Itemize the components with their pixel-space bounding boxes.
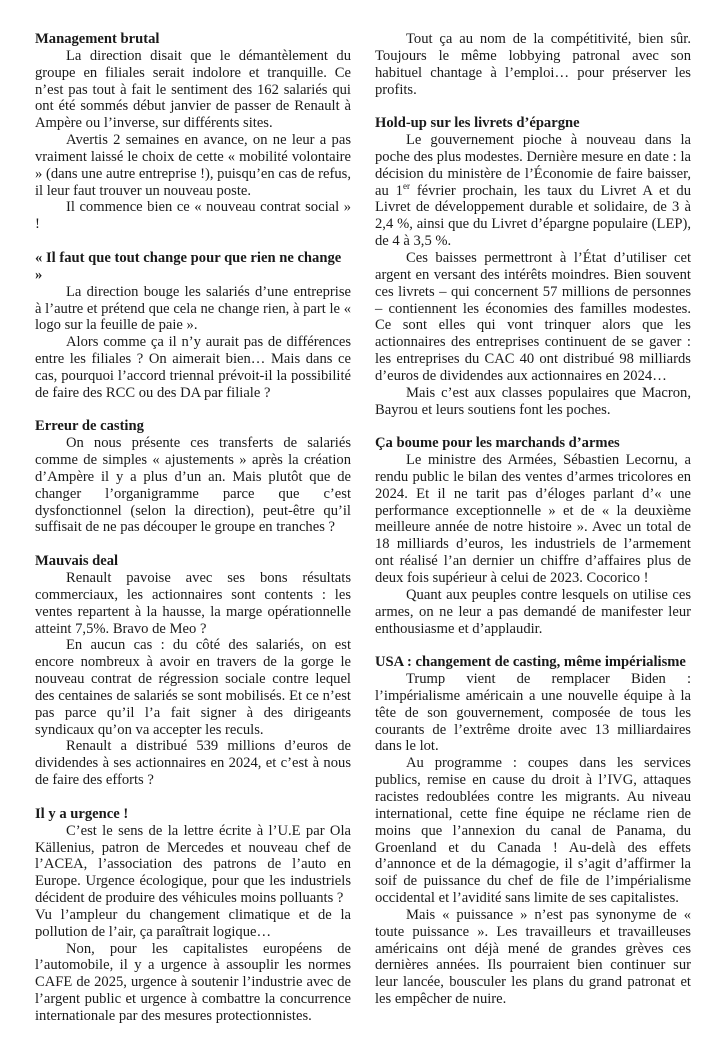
text-segment: Le gouvernement pioche à nouveau dans la poche des plus modestes. Dernière mesure en date : la décision du ministère de l’Économie de faire baisser, au 1	[375, 132, 691, 199]
article-title: Ça boume pour les marchands d’armes	[375, 435, 620, 452]
article-paragraph: Au programme : coupes dans les services publics, remise en cause du droit à l’IVG, attaques racistes redoublées contre les migrants. Au niveau international, cette fine équipe ne réclame rien de moins que l’annexion du canal de Panama, du Groenland et du Canada ! Au-delà des effets d’annonce et de la démagogie, il s’agit d’affirmer la soif de puissance du chef de file de l’impérialisme occidental et l’avidité sans limite de ses capitalistes.	[375, 755, 691, 907]
article-paragraph: Tout ça au nom de la compétitivité, bien sûr. Toujours le même lobbying patronal avec son habituel chantage à l’emploi… pour préserver les profits.	[375, 31, 691, 98]
text-segment: février prochain, les taux du Livret A et du Livret de développement durable et solidaire, de 3 à 2,4 %, ainsi que du Livret d’épargne populaire (LEP), de 4 à 3,5 %.	[375, 182, 691, 250]
article-paragraph: On nous présente ces transferts de salariés comme de simples « ajustements » après la création d’Ampère il y a plus d’un an. Mais plutôt que de changer l’organigramme parce que c’est dysfonctionnel (selon la direction), peut-être qu’il suffisait de ne pas découper le groupe en tranches ?	[35, 435, 351, 536]
article-title: « Il faut que tout change pour que rien ne change »	[35, 249, 342, 283]
article-paragraph: Renault pavoise avec ses bons résultats commerciaux, les actionnaires sont contents : les ventes repartent à la hausse, la marge opérationnelle atteint 7,5%. Bravo de Meo ?	[35, 570, 351, 637]
article-il-y-a-urgence	[35, 806, 351, 1025]
article-paragraph	[375, 132, 691, 250]
article-marchands-armes	[375, 435, 691, 637]
left-column	[35, 31, 351, 1042]
article-paragraph: En aucun cas : du côté des salariés, on est encore nombreux à avoir en travers de la gorge le nouveau contrat de régression sociale contre lequel des centaines de salariés se sont mobilisés. Et ce n’est pas parce qu’il l’a fait signer à des dirigeants syndicaux qu’on va accepter les reculs.	[35, 637, 351, 738]
article-paragraph: Renault a distribué 539 millions d’euros de dividendes à ses actionnaires en 2024, et c’est à nous de faire des efforts ?	[35, 738, 351, 789]
article-mauvais-deal	[35, 553, 351, 789]
article-continuation	[375, 31, 691, 98]
article-paragraph: Quant aux peuples contre lesquels on utilise ces armes, on ne leur a pas demandé de manifester leur enthousiasme et d’applaudir.	[375, 586, 691, 637]
article-title: Erreur de casting	[35, 418, 144, 435]
article-title: USA : changement de casting, même impérialisme	[375, 654, 686, 671]
article-erreur-de-casting	[35, 418, 351, 536]
article-paragraph: Mais c’est aux classes populaires que Macron, Bayrou et leurs soutiens font les poches.	[375, 384, 691, 418]
article-title: Management brutal	[35, 31, 160, 47]
article-paragraph: Ces baisses permettront à l’État d’utiliser cet argent en versant des intérêts moindres. Bien souvent ces livrets – qui concernent 57 millions de personnes – contiennent les économies des familles modestes. Ce sont elles qui vont trinquer alors que les actionnaires des entreprises continuent de se gaver : les entreprises du CAC 40 ont distribué 98 milliards d’euros de dividendes aux actionnaires en 2024…	[375, 249, 691, 384]
article-paragraph: La direction bouge les salariés d’une entreprise à l’autre et prétend que cela ne change rien, à part le « logo sur la feuille de paie ».	[35, 283, 351, 334]
article-management-brutal	[35, 31, 351, 233]
article-paragraph: Le ministre des Armées, Sébastien Lecornu, a rendu public le bilan des ventes d’armes tricolores en 2024. Et il ne tarit pas d’éloges parlant d’« une performance exceptionnelle » et de « la deuxième meilleure année de notre histoire ». Avec un total de 18 milliards d’euros, les industriels de l’armement ont réalisé l’an dernier un chiffre d’affaires plus de deux fois supérieur à celui de 2023. Cocorico !	[375, 452, 691, 586]
article-title: Il y a urgence !	[35, 805, 129, 822]
article-paragraph: La direction disait que le démantèlement du groupe en filiales serait indolore et tranquille. Ce n’est pas tout à fait le sentiment des 162 salariés qui ont été sommés début janvier de passer de Renault à Ampère ou l’inverse, sur différents sites.	[35, 47, 351, 132]
article-paragraph: Mais « puissance » n’est pas synonyme de « toute puissance ». Les travailleurs et travailleuses américains ont déjà mené de grandes grèves ces dernières années. Ils pourraient bien continuer sur leur lancée, bousculer les plans du grand patronat et les empêcher de nuire.	[375, 906, 691, 1008]
article-title: Hold-up sur les livrets d’épargne	[375, 115, 580, 132]
article-title: Mauvais deal	[35, 553, 119, 570]
superscript: er	[402, 180, 410, 191]
article-tout-change	[35, 250, 351, 402]
right-column	[375, 31, 691, 1025]
article-paragraph: Il commence bien ce « nouveau contrat social » !	[35, 199, 351, 233]
article-paragraph: Alors comme ça il n’y aurait pas de différences entre les filiales ? On aimerait bien… Mais dans ce cas, pourquoi l’accord triennal prévoit-il la possibilité de faire des RCC ou des DA par filiale ?	[35, 334, 351, 401]
article-paragraph: Avertis 2 semaines en avance, on ne leur a pas vraiment laissé le choix de cette « mobilité volontaire » (dans une autre entreprise !), puisqu’en cas de refus, il leur faut trouver un nouveau poste.	[35, 132, 351, 199]
article-usa-imperialisme	[375, 654, 691, 1008]
article-paragraph: Trump vient de remplacer Biden : l’impérialisme américain a une nouvelle équipe à la tête de son gouvernement, composée de tous les courants de l’extrême droite avec 13 milliardaires dans le lot.	[375, 671, 691, 755]
article-paragraph: Non, pour les capitalistes européens de l’automobile, il y a urgence à assouplir les normes CAFE de 2025, urgence à soutenir l’industrie avec de l’argent public et urgence à combattre la concurrence internationale par des mesures protectionnistes.	[35, 940, 351, 1024]
article-hold-up-livrets	[375, 115, 691, 418]
article-paragraph: C’est le sens de la lettre écrite à l’U.E par Ola Källenius, patron de Mercedes et nouveau chef de l’ACEA, l’association des patrons de l’auto en Europe. Urgence écologique, pour que les industriels décident de produire des véhicules moins polluants ?	[35, 822, 351, 907]
article-paragraph: Vu l’ampleur du changement climatique et de la pollution de l’air, ça paraîtrait logique…	[35, 906, 351, 940]
